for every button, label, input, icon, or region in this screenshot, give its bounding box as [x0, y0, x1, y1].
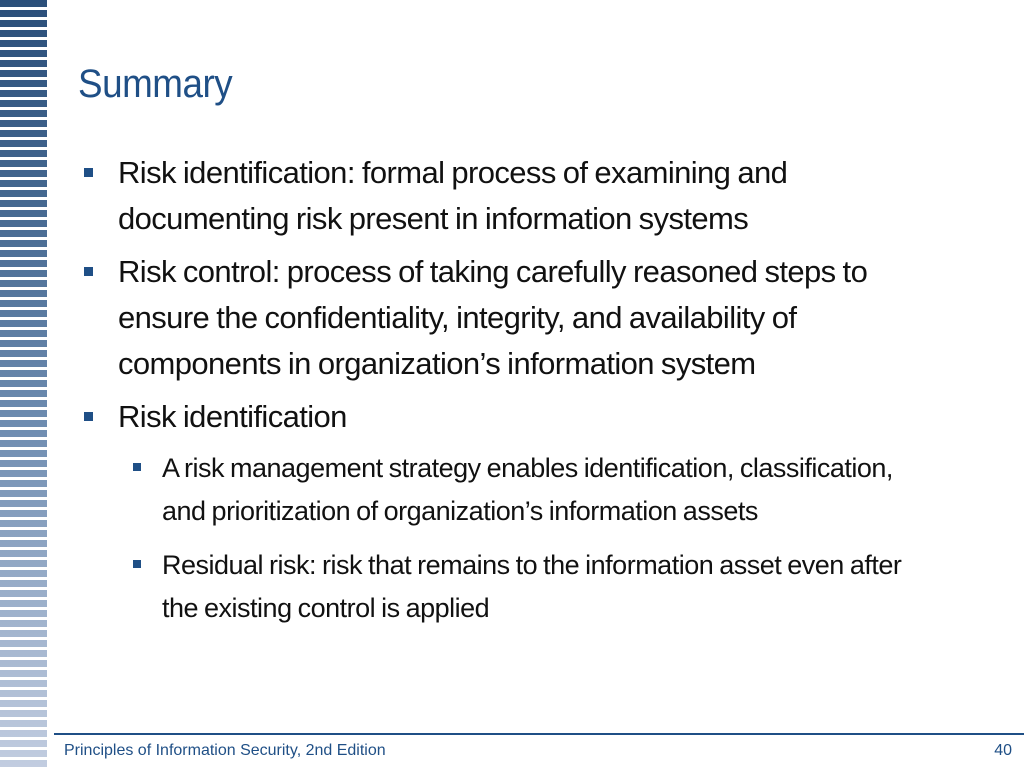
bullet-list: [0, 150, 1024, 641]
bullet-item-risk-control-definition: [0, 249, 1024, 387]
footer-divider: [54, 733, 1024, 735]
square-bullet-icon: [84, 267, 93, 276]
square-bullet-icon: [84, 412, 93, 421]
bullet-item-risk-identification-definition: [0, 150, 1024, 242]
sub-bullet-text: Residual risk: risk that remains to the information asset even after the existing control is applied: [162, 550, 902, 623]
bullet-text: Risk identification: [118, 399, 347, 434]
sub-bullet-item-residual-risk: [0, 544, 1024, 630]
square-bullet-icon: [133, 560, 141, 568]
slide-title: Summary: [78, 62, 233, 106]
square-bullet-icon: [84, 168, 93, 177]
page-number: 40: [994, 742, 1012, 759]
sub-bullet-item-risk-management-strategy: [0, 447, 1024, 533]
footer-book-title: Principles of Information Security, 2nd Edition: [64, 742, 386, 759]
bullet-item-risk-identification: [0, 394, 1024, 440]
bullet-text: Risk control: process of taking carefully reasoned steps to ensure the confidentiality, integrity, and availability of components in organization’s information system: [118, 254, 868, 381]
square-bullet-icon: [133, 463, 141, 471]
sub-bullet-text: A risk management strategy enables identification, classification, and prioritization of organization’s information assets: [162, 453, 893, 526]
bullet-text: Risk identification: formal process of examining and documenting risk present in information systems: [118, 155, 788, 236]
